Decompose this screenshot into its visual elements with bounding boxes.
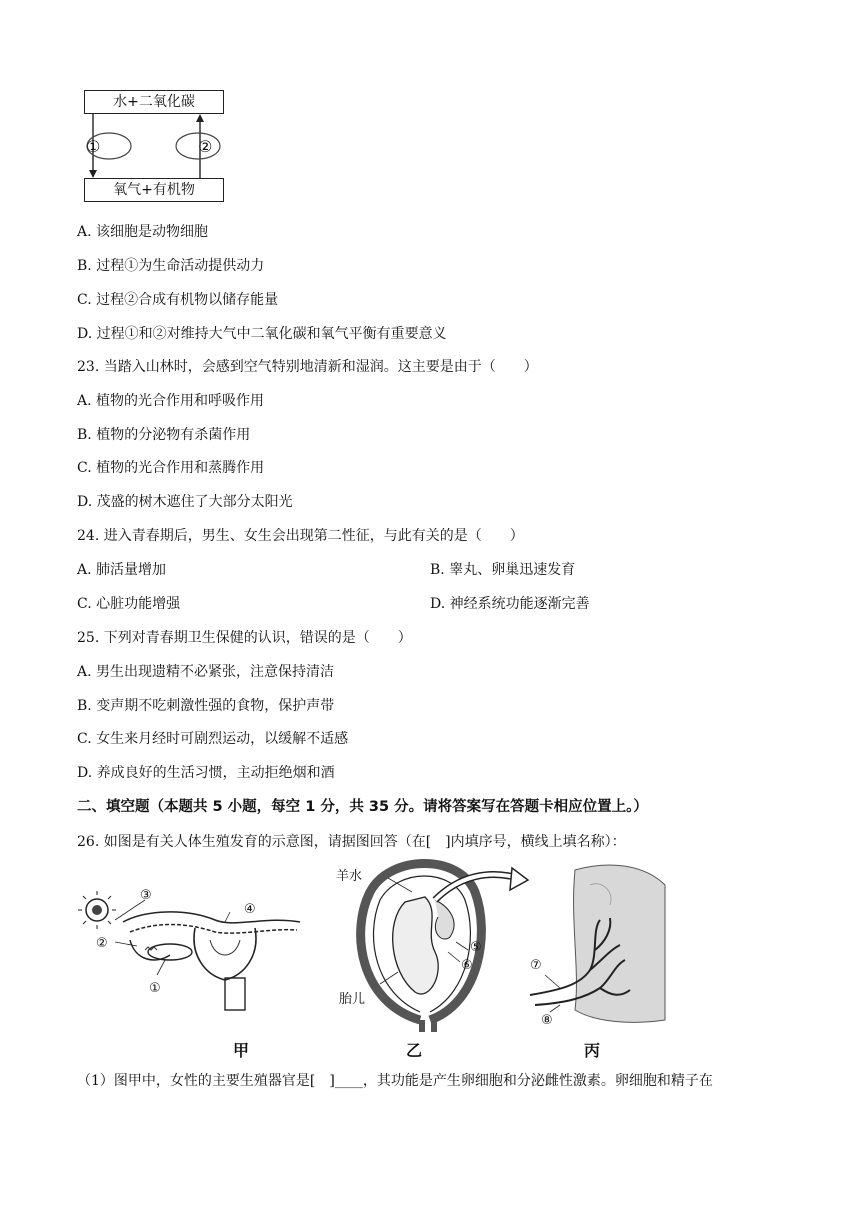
q25-option-b: B. 变声期不吃刺激性强的食物，保护声带 xyxy=(77,698,335,714)
fig-yi-num-5: ⑤ xyxy=(470,940,482,955)
q23-option-a: A. 植物的光合作用和呼吸作用 xyxy=(77,393,265,409)
q25-option-d: D. 养成良好的生活习惯，主动拒绝烟和酒 xyxy=(77,765,335,781)
fig-jia-num-3: ③ xyxy=(140,888,152,903)
fig-jia-num-2: ② xyxy=(96,936,108,951)
q24-option-b: B. 睾丸、卵巢迅速发育 xyxy=(430,562,576,578)
caption-jia: 甲 xyxy=(233,1041,250,1060)
q25-option-a: A. 男生出现遗精不必紧张，注意保持清洁 xyxy=(77,664,335,680)
fig-bing-num-7: ⑦ xyxy=(530,958,542,973)
q23-option-c: C. 植物的光合作用和蒸腾作用 xyxy=(77,460,265,476)
process-label-2: ② xyxy=(198,137,213,156)
fig-yi-label-yangshui: 羊水 xyxy=(336,869,363,884)
q24-stem: 24. 进入青春期后，男生、女生会出现第二性征，与此有关的是（ ） xyxy=(77,528,524,544)
q23-option-b: B. 植物的分泌物有杀菌作用 xyxy=(77,427,251,443)
q23-option-d: D. 茂盛的树木遮住了大部分太阳光 xyxy=(77,494,293,510)
zoom-arrow xyxy=(430,860,530,920)
caption-bing: 丙 xyxy=(584,1041,601,1060)
female-reproductive-drawing xyxy=(75,880,310,1020)
box-water-co2: 水+二氧化碳 xyxy=(84,90,224,114)
fig-bing-num-8: ⑧ xyxy=(541,1013,553,1028)
fig-yi-num-6: ⑥ xyxy=(461,958,473,973)
q23-stem: 23. 当踏入山林时，会感到空气特别地清新和湿润。这主要是由于（ ） xyxy=(77,359,538,375)
process-label-1: ① xyxy=(86,137,101,156)
q24-option-c: C. 心脏功能增强 xyxy=(77,596,181,612)
box-oxygen-organic: 氧气+有机物 xyxy=(84,178,224,202)
q26-stem: 26. 如图是有关人体生殖发育的示意图，请据图回答（在[ ]内填序号，横线上填名称）： xyxy=(77,834,626,850)
q22-option-c: C. 过程②合成有机物以储存能量 xyxy=(77,292,279,308)
q26-sub1: （1）图甲中，女性的主要生殖器官是[ ]____，其功能是产生卵细胞和分泌雌性激素。卵细胞和精子在 xyxy=(77,1073,713,1089)
q22-option-a: A. 该细胞是动物细胞 xyxy=(77,224,209,240)
q24-option-d: D. 神经系统功能逐渐完善 xyxy=(430,596,590,612)
placenta-detail-drawing xyxy=(520,860,670,1030)
q25-stem: 25. 下列对青春期卫生保健的认识，错误的是（ ） xyxy=(77,630,412,646)
q24-option-a: A. 肺活量增加 xyxy=(77,562,167,578)
caption-yi: 乙 xyxy=(406,1041,423,1060)
fig-jia-num-1: ① xyxy=(149,981,161,996)
section-heading: 二、填空题（本题共 5 小题，每空 1 分，共 35 分。请将答案写在答题卡相应位置上。） xyxy=(77,799,648,815)
fig-yi-label-taier: 胎儿 xyxy=(339,992,366,1007)
q22-option-d: D. 过程①和②对维持大气中二氧化碳和氧气平衡有重要意义 xyxy=(77,326,447,342)
fig-jia-num-4: ④ xyxy=(244,902,256,917)
q25-option-c: C. 女生来月经时可剧烈运动，以缓解不适感 xyxy=(77,731,349,747)
q22-option-b: B. 过程①为生命活动提供动力 xyxy=(77,258,265,274)
